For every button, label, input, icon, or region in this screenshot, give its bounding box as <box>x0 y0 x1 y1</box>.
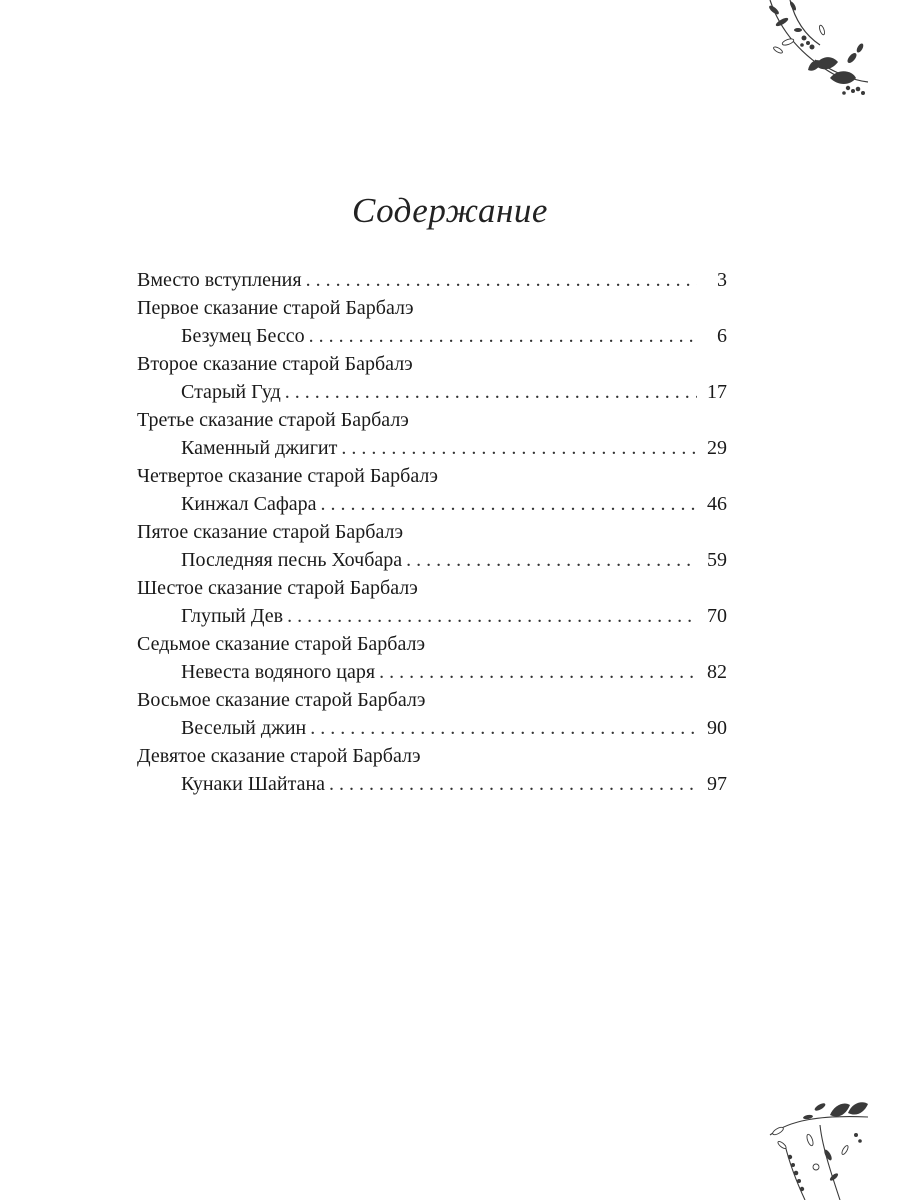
toc-entry-intro[interactable] <box>137 266 727 294</box>
toc-entry-tale-4[interactable] <box>137 462 727 518</box>
floral-ornament-bottom <box>760 1095 870 1200</box>
toc-entry-tale-9[interactable] <box>137 742 727 798</box>
tale-heading: Девятое сказание старой Барбалэ <box>137 745 421 767</box>
page-title: Содержание <box>352 191 548 231</box>
tale-title: Последняя песнь Хочбара <box>181 549 403 571</box>
dot-leader <box>309 322 697 350</box>
toc-entry-title: Вместо вступления <box>137 269 302 291</box>
dot-leader <box>406 546 697 574</box>
tale-title: Невеста водяного царя <box>181 661 376 683</box>
toc-entry-tale-2[interactable] <box>137 350 727 406</box>
tale-title: Каменный джигит <box>181 437 338 459</box>
tale-title: Кинжал Сафара <box>181 493 317 515</box>
tale-title: Глупый Дев <box>181 605 284 627</box>
page-number: 46 <box>707 493 727 515</box>
dot-leader <box>329 770 697 798</box>
dot-leader <box>287 602 697 630</box>
page-number: 70 <box>707 605 727 627</box>
page-number: 6 <box>717 325 727 347</box>
page-number: 29 <box>707 437 727 459</box>
dot-leader <box>306 266 697 294</box>
page-number: 3 <box>717 269 727 291</box>
page-number: 59 <box>707 549 727 571</box>
tale-heading: Первое сказание старой Барбалэ <box>137 297 414 319</box>
tale-heading: Седьмое сказание старой Барбалэ <box>137 633 426 655</box>
dot-leader <box>321 490 697 518</box>
tale-heading: Восьмое сказание старой Барбалэ <box>137 689 426 711</box>
toc-entry-tale-8[interactable] <box>137 686 727 742</box>
toc-entry-tale-1[interactable] <box>137 294 727 350</box>
toc-entry-tale-7[interactable] <box>137 630 727 686</box>
toc-entry-tale-3[interactable] <box>137 406 727 462</box>
toc-entry-tale-6[interactable] <box>137 574 727 630</box>
dot-leader <box>285 378 697 406</box>
page-number: 90 <box>707 717 727 739</box>
dot-leader <box>310 714 697 742</box>
floral-ornament-top <box>760 0 870 100</box>
page-number: 97 <box>707 773 727 795</box>
page-number: 82 <box>707 661 727 683</box>
tale-heading: Третье сказание старой Барбалэ <box>137 409 409 431</box>
tale-heading: Шестое сказание старой Барбалэ <box>137 577 418 599</box>
dot-leader <box>379 658 697 686</box>
tale-heading: Пятое сказание старой Барбалэ <box>137 521 404 543</box>
tale-title: Безумец Бессо <box>181 325 305 347</box>
tale-heading: Второе сказание старой Барбалэ <box>137 353 413 375</box>
toc-entry-tale-5[interactable] <box>137 518 727 574</box>
table-of-contents <box>137 266 727 798</box>
page-number: 17 <box>707 381 727 403</box>
tale-title: Кунаки Шайтана <box>181 773 326 795</box>
tale-title: Старый Гуд <box>181 381 281 403</box>
dot-leader <box>341 434 697 462</box>
tale-title: Веселый джин <box>181 717 307 739</box>
tale-heading: Четвертое сказание старой Барбалэ <box>137 465 438 487</box>
